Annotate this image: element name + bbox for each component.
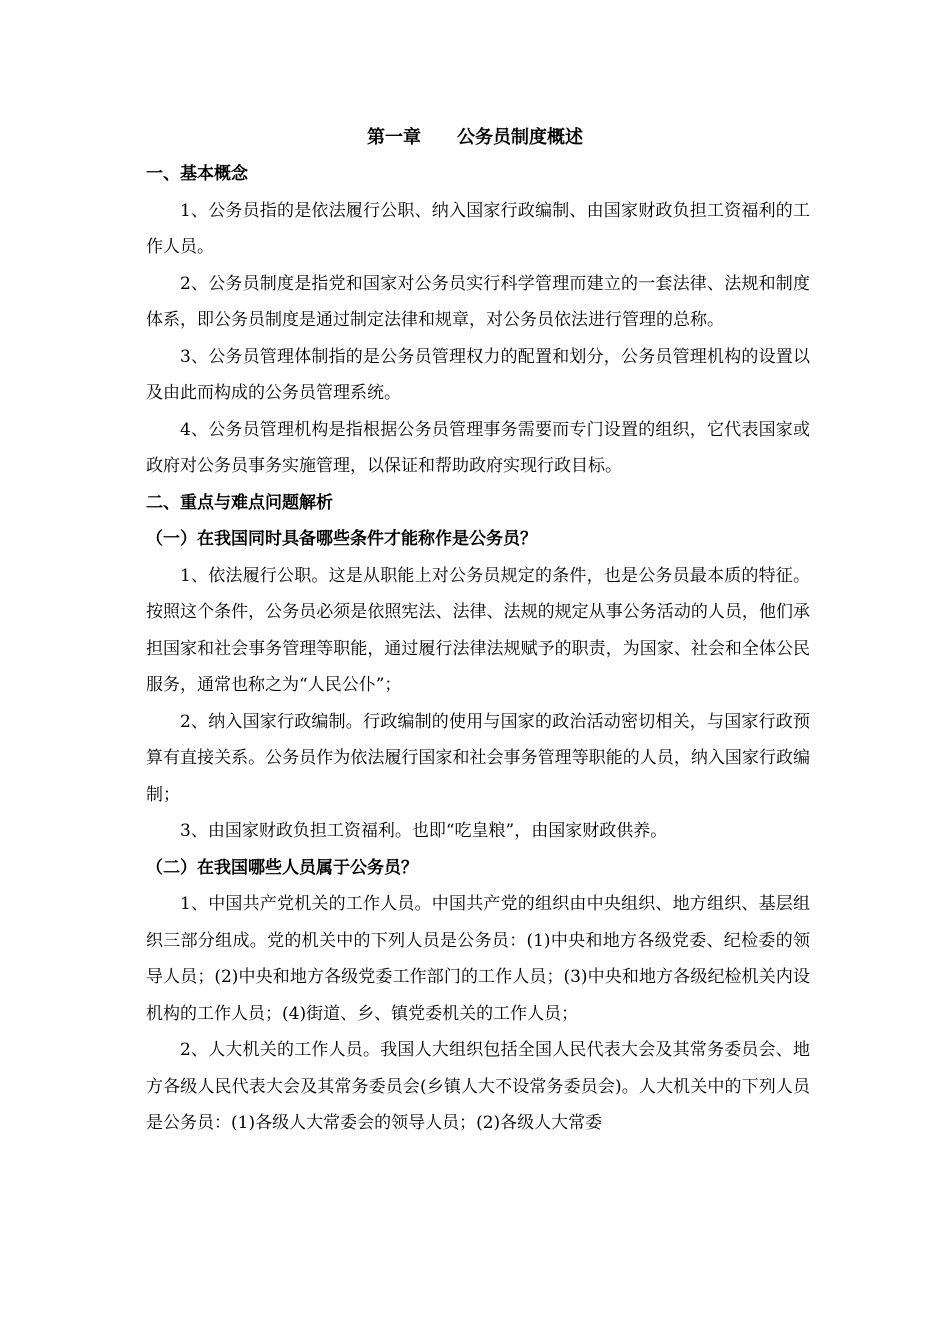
chapter-title: 第一章 公务员制度概述 (367, 127, 583, 148)
paragraph: 3、公务员管理体制指的是公务员管理权力的配置和划分，公务员管理机构的设置以及由此而构成的公务员管理系统。 (146, 346, 810, 403)
paragraph: 1、公务员指的是依法履行公职、纳入国家行政编制、由国家财政负担工资福利的工作人员。 (146, 200, 810, 257)
paragraph: 1、中国共产党机关的工作人员。中国共产党的组织由中央组织、地方组织、基层组织三部分组成。党的机关中的下列人员是公务员：(1)中央和地方各级党委、纪检委的领导人员；(2)中央和地方各级党委工作部门的工作人员；(3)中央和地方各级纪检机关内设机构的工作人员；(4)街道、乡、镇党委机关的工作人员； (146, 894, 810, 1024)
paragraph: 2、公务员制度是指党和国家对公务员实行科学管理而建立的一套法律、法规和制度体系，即公务员制度是通过制定法律和规章，对公务员依法进行管理的总称。 (146, 273, 810, 330)
paragraph: 3、由国家财政负担工资福利。也即“吃皇粮”，由国家财政供养。 (180, 821, 668, 841)
section-heading-key-issues: 二、重点与难点问题解析 (146, 492, 333, 513)
subsection-heading-q1: （一）在我国同时具备哪些条件才能称作是公务员？ (146, 529, 537, 549)
paragraph: 2、纳入国家行政编制。行政编制的使用与国家的政治活动密切相关，与国家行政预算有直接关系。公务员作为依法履行国家和社会事务管理等职能的人员，纳入国家行政编制； (146, 711, 810, 805)
document-body (146, 156, 810, 1142)
subsection-heading-q2: （二）在我国哪些人员属于公务员？ (146, 857, 418, 878)
paragraph: 4、公务员管理机构是指根据公务员管理事务需要而专门设置的组织，它代表国家或政府对公务员事务实施管理，以保证和帮助政府实现行政目标。 (146, 419, 810, 476)
paragraph: 1、依法履行公职。这是从职能上对公务员规定的条件，也是公务员最本质的特征。按照这个条件，公务员必须是依照宪法、法律、法规的规定从事公务活动的人员，他们承担国家和社会事务管理等职能，通过履行法律法规赋予的职责，为国家、社会和全体公民服务，通常也称之为“人民公仆”； (146, 565, 810, 695)
section-heading-basic-concepts: 一、基本概念 (146, 164, 248, 184)
paragraph: 2、人大机关的工作人员。我国人大组织包括全国人民代表大会及其常务委员会、地方各级人民代表大会及其常务委员会(乡镇人大不设常务委员会)。人大机关中的下列人员是公务员：(1)各级人大常委会的领导人员；(2)各级人大常委 (146, 1040, 810, 1133)
